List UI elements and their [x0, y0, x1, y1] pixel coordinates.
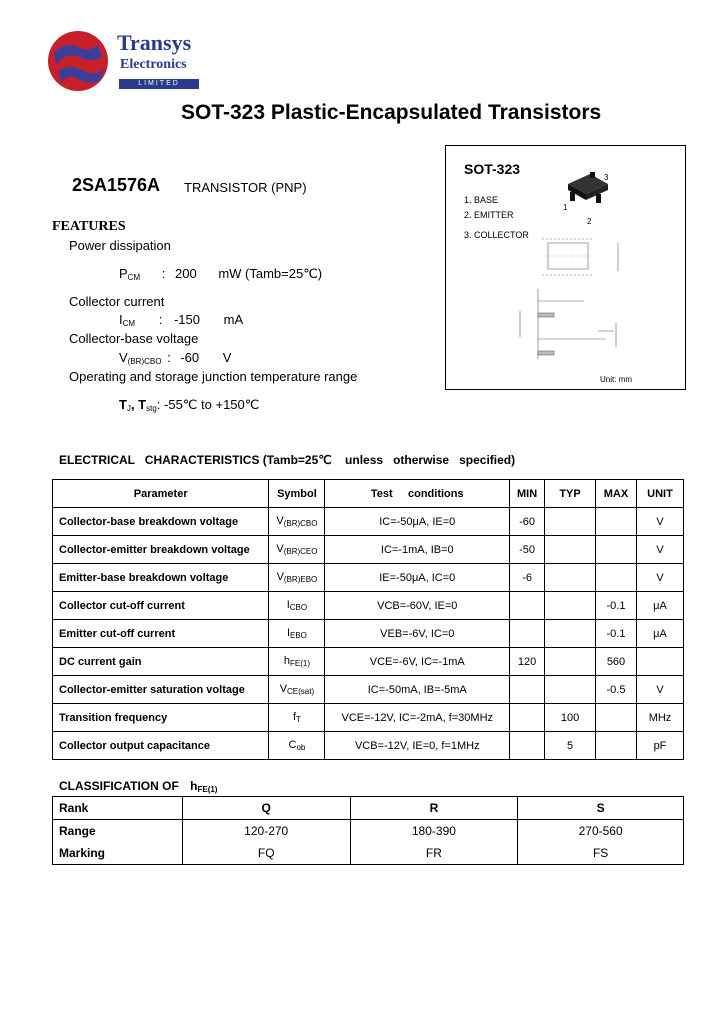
param-cell: Collector cut-off current: [53, 592, 269, 620]
max-cell: -0.1: [596, 620, 637, 648]
icm-subscript: CM: [122, 319, 136, 328]
pin3-label: 3. COLLECTOR: [464, 230, 529, 240]
part-type: TRANSISTOR (PNP): [184, 180, 307, 195]
classification-title: CLASSIFICATION OF: [59, 779, 179, 793]
unit-cell: V: [636, 676, 683, 704]
condition-cell: [325, 508, 510, 536]
column-header: Parameter: [53, 480, 269, 508]
page-title: SOT-323 Plastic-Encapsulated Transistors: [181, 101, 602, 124]
unit-cell: [636, 648, 683, 676]
condition-rest: C=-1mA, IB=0: [383, 543, 454, 556]
param-cell: Collector-emitter saturation voltage: [53, 676, 269, 704]
table-row: [53, 564, 684, 592]
column-header: Test conditions: [325, 480, 510, 508]
table-row: [53, 676, 684, 704]
min-cell: -6: [510, 564, 545, 592]
vbr-unit: V: [222, 350, 232, 365]
symbol-cell: [269, 536, 325, 564]
symbol-main: f: [292, 711, 297, 723]
company-subname: Electronics: [120, 57, 187, 72]
min-cell: [510, 704, 545, 732]
min-cell: -50: [510, 536, 545, 564]
max-cell: [596, 508, 637, 536]
condition-cell: [325, 536, 510, 564]
condition-main: I: [380, 543, 384, 556]
icm-value: -150: [173, 312, 200, 327]
min-cell: 120: [510, 648, 545, 676]
symbol-cell: [269, 620, 325, 648]
max-cell: [596, 732, 637, 760]
vbr-subscript: (BR)CBO: [127, 357, 162, 366]
symbol-main: V: [276, 571, 284, 583]
condition-main: V: [377, 599, 385, 612]
max-cell: [596, 564, 637, 592]
unit-cell: μA: [636, 620, 683, 648]
param-cell: Emitter-base breakdown voltage: [53, 564, 269, 592]
icm-unit: mA: [223, 312, 244, 327]
temp-value: : -55℃ to +150℃: [156, 397, 260, 412]
symbol-main: V: [276, 543, 284, 555]
pcm-colon: :: [161, 266, 166, 281]
tstg-symbol: , T: [130, 397, 147, 412]
symbol-sub: CBO: [289, 603, 308, 612]
typ-cell: 5: [545, 732, 596, 760]
marking-q: FQ: [182, 842, 350, 865]
unit-cell: V: [636, 564, 683, 592]
condition-cell: [325, 620, 510, 648]
typ-cell: [545, 592, 596, 620]
table-row: [53, 620, 684, 648]
vbr-colon: :: [167, 350, 171, 365]
symbol-main: C: [288, 739, 297, 751]
condition-main: V: [380, 627, 388, 640]
condition-main: V: [341, 711, 349, 724]
symbol-sub: (BR)CBO: [283, 519, 318, 528]
symbol-sub: EBO: [290, 631, 307, 640]
symbol-sub: (BR)EBO: [283, 575, 318, 584]
symbol-cell: [269, 648, 325, 676]
temp-label: Operating and storage junction temperature range: [69, 369, 358, 384]
company-name: Transys: [117, 30, 192, 55]
condition-rest: C=-50μA, IE=0: [382, 515, 456, 528]
condition-cell: [325, 592, 510, 620]
condition-rest: CB=-12V, IE=0, f=1MHz: [362, 739, 480, 752]
table-row: [53, 536, 684, 564]
min-cell: -60: [510, 508, 545, 536]
condition-main: I: [379, 515, 383, 528]
unit-cell: μA: [636, 592, 683, 620]
max-cell: 560: [596, 648, 637, 676]
condition-cell: [325, 704, 510, 732]
condition-cell: [325, 648, 510, 676]
marking-s: FS: [518, 842, 684, 865]
cbv-label: Collector-base voltage: [69, 331, 199, 346]
range-label: Range: [53, 820, 183, 843]
max-cell: [596, 704, 637, 732]
symbol-main: V: [279, 683, 288, 695]
unit-label: Unit: mm: [600, 375, 632, 384]
symbol-main: I: [286, 599, 290, 611]
column-header: MIN: [510, 480, 545, 508]
column-header: UNIT: [636, 480, 683, 508]
symbol-cell: [269, 732, 325, 760]
condition-rest: CE=-12V, IC=-2mA, f=30MHz: [348, 711, 494, 724]
pcm-unit: mW (Tamb=25℃): [218, 266, 323, 281]
vbr-value: -60: [180, 350, 200, 365]
symbol-sub: (BR)CEO: [283, 547, 318, 556]
company-tag: LIMITED: [119, 79, 199, 89]
rank-r: R: [350, 797, 518, 820]
range-q: 120-270: [182, 820, 350, 843]
unit-cell: pF: [636, 732, 683, 760]
typ-cell: [545, 508, 596, 536]
unit-cell: V: [636, 536, 683, 564]
icm-row: [119, 312, 243, 328]
param-cell: Collector output capacitance: [53, 732, 269, 760]
pin2-label: 2. EMITTER: [464, 210, 514, 220]
condition-cell: [325, 564, 510, 592]
param-cell: Transition frequency: [53, 704, 269, 732]
table-row: [53, 508, 684, 536]
pcm-row: [119, 266, 322, 282]
symbol-cell: [269, 508, 325, 536]
max-cell: [596, 536, 637, 564]
symbol-cell: [269, 676, 325, 704]
part-number: 2SA1576A: [72, 175, 161, 195]
symbol-main: h: [283, 655, 290, 667]
marking-row: [53, 842, 684, 865]
pin-num-3: 3: [604, 173, 609, 182]
param-cell: DC current gain: [53, 648, 269, 676]
range-r: 180-390: [350, 820, 518, 843]
rank-row: [53, 797, 684, 820]
symbol-sub: CE(sat): [287, 687, 315, 696]
symbol-sub: FE(1): [289, 659, 310, 668]
power-label: Power dissipation: [69, 238, 171, 253]
tj-subscript: J: [126, 404, 131, 413]
condition-cell: [325, 732, 510, 760]
unit-cell: V: [636, 508, 683, 536]
column-header: TYP: [545, 480, 596, 508]
range-row: [53, 820, 684, 843]
symbol-sub: ob: [296, 743, 306, 752]
param-cell: Emitter cut-off current: [53, 620, 269, 648]
condition-rest: CE=-6V, IC=-1mA: [377, 655, 465, 668]
symbol-cell: [269, 592, 325, 620]
pcm-symbol: P: [119, 266, 128, 281]
unit-cell: MHz: [636, 704, 683, 732]
min-cell: [510, 732, 545, 760]
tstg-subscript: stg: [146, 404, 157, 413]
condition-rest: CB=-60V, IE=0: [384, 599, 458, 612]
tj-symbol: T: [119, 397, 127, 412]
pin1-label: 1. BASE: [464, 195, 499, 205]
classification-table: [52, 796, 684, 865]
condition-rest: EB=-6V, IC=0: [387, 627, 455, 640]
electrical-heading: ELECTRICAL CHARACTERISTICS (Tamb=25℃ unless otherwise specified): [59, 453, 516, 467]
typ-cell: [545, 676, 596, 704]
condition-main: V: [354, 739, 363, 752]
classification-symbol: h: [190, 779, 198, 793]
column-header: MAX: [596, 480, 637, 508]
rank-label: Rank: [53, 797, 183, 820]
range-s: 270-560: [518, 820, 684, 843]
condition-rest: C=-50mA, IB=-5mA: [370, 683, 467, 696]
electrical-header-row: [53, 480, 684, 508]
company-logo-globe: [44, 27, 112, 95]
package-title: SOT-323: [464, 161, 521, 177]
table-row: [53, 648, 684, 676]
symbol-sub: T: [296, 715, 301, 724]
marking-r: FR: [350, 842, 518, 865]
temp-row: [119, 397, 259, 413]
min-cell: [510, 620, 545, 648]
typ-cell: 100: [545, 704, 596, 732]
symbol-main: V: [276, 515, 284, 527]
rank-q: Q: [182, 797, 350, 820]
collector-current-label: Collector current: [69, 294, 165, 309]
symbol-cell: [269, 704, 325, 732]
features-heading: FEATURES: [52, 219, 126, 234]
param-cell: Collector-emitter breakdown voltage: [53, 536, 269, 564]
pcm-value: 200: [175, 266, 197, 281]
condition-cell: [325, 676, 510, 704]
symbol-cell: [269, 564, 325, 592]
typ-cell: [545, 564, 596, 592]
classification-heading: [59, 779, 217, 794]
pin-num-2: 2: [587, 217, 592, 226]
table-row: [53, 732, 684, 760]
max-cell: -0.1: [596, 592, 637, 620]
pin-num-1: 1: [563, 203, 568, 212]
marking-label: Marking: [53, 842, 183, 865]
condition-main: V: [369, 655, 378, 668]
vbr-row: [119, 350, 231, 366]
typ-cell: [545, 620, 596, 648]
table-row: [53, 592, 684, 620]
vbr-symbol: V: [119, 350, 128, 365]
typ-cell: [545, 536, 596, 564]
condition-main: I: [367, 683, 371, 696]
rank-s: S: [518, 797, 684, 820]
typ-cell: [545, 648, 596, 676]
param-cell: Collector-base breakdown voltage: [53, 508, 269, 536]
min-cell: [510, 592, 545, 620]
package-box: [445, 145, 686, 390]
pcm-subscript: CM: [127, 273, 141, 282]
column-header: Symbol: [269, 480, 325, 508]
condition-rest: E=-50μA, IC=0: [382, 571, 456, 584]
package-outline-drawing: [506, 231, 626, 366]
classification-subscript: FE(1): [197, 785, 218, 794]
min-cell: [510, 676, 545, 704]
condition-main: I: [379, 571, 383, 584]
icm-colon: :: [158, 312, 163, 327]
symbol-main: I: [286, 627, 290, 639]
table-row: [53, 704, 684, 732]
max-cell: -0.5: [596, 676, 637, 704]
icm-symbol: I: [119, 312, 123, 327]
electrical-table: [52, 479, 684, 760]
